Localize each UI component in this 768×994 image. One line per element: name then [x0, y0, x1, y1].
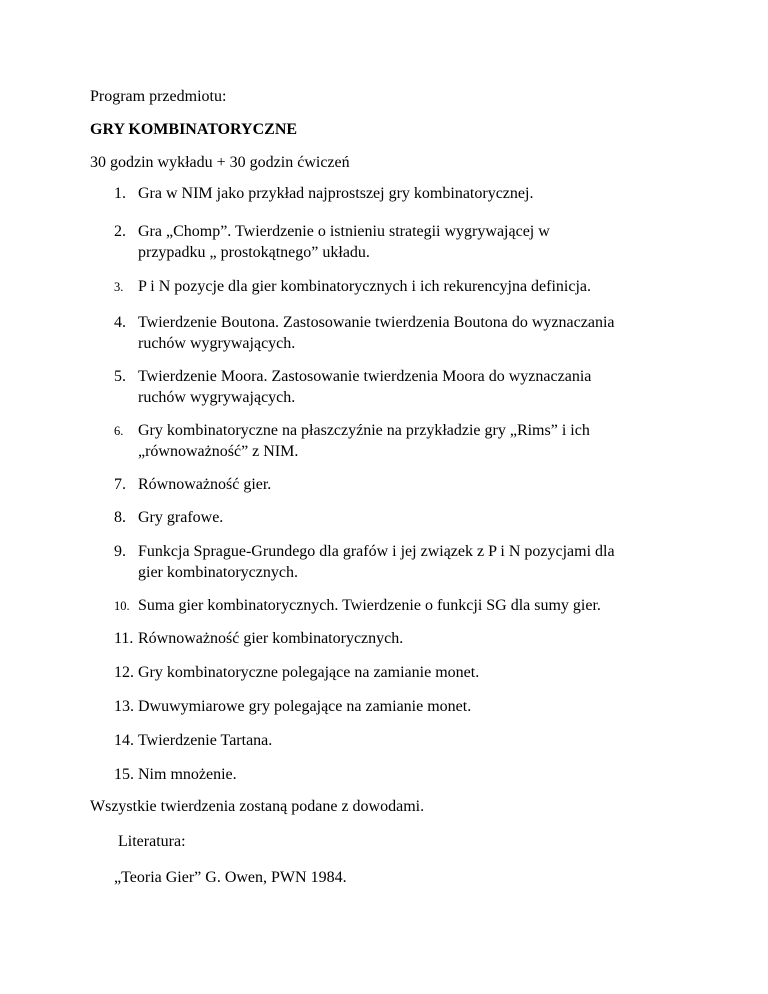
list-item-number: 13. — [114, 698, 134, 715]
list-item — [114, 221, 694, 263]
list-item-number: 8. — [114, 509, 126, 526]
list-item-number: 12. — [114, 664, 134, 681]
proofs-note: Wszystkie twierdzenia zostaną podane z dowodami. — [90, 798, 425, 815]
list-item-number: 9. — [114, 543, 126, 560]
list-item-number: 14. — [114, 732, 134, 749]
list-item — [114, 541, 694, 583]
list-item-text: P i N pozycje dla gier kombinatorycznych i ich rekurencyjna definicja. — [138, 278, 592, 295]
list-item-number: 5. — [114, 368, 126, 385]
program-label: Program przedmiotu: — [90, 88, 227, 105]
list-item — [114, 420, 694, 462]
list-item — [114, 730, 694, 751]
list-item-number: 4. — [114, 314, 126, 331]
list-item-number: 6. — [114, 424, 124, 438]
list-item — [114, 366, 694, 408]
list-item-text: Twierdzenie Boutona. Zastosowanie twierdzenia Boutona do wyznaczania ruchów wygrywających. — [138, 314, 615, 352]
list-item-text: Suma gier kombinatorycznych. Twierdzenie o funkcji SG dla sumy gier. — [138, 597, 601, 614]
list-item-text: Gra w NIM jako przykład najprostszej gry kombinatorycznej. — [138, 185, 534, 202]
list-item-number: 3. — [114, 280, 124, 294]
list-item-number: 10. — [114, 599, 130, 613]
list-item — [114, 764, 694, 785]
list-item-text: Dwuwymiarowe gry polegające na zamianie monet. — [138, 698, 472, 715]
list-item — [114, 662, 694, 683]
hours-info: 30 godzin wykładu + 30 godzin ćwiczeń — [90, 154, 350, 171]
list-item-text: Gra „Chomp”. Twierdzenie o istnieniu strategii wygrywającej w przypadku „ prostokątnego” układu. — [138, 223, 550, 261]
course-title: GRY KOMBINATORYCZNE — [90, 121, 298, 138]
list-item — [114, 507, 694, 528]
list-item — [114, 276, 694, 297]
list-item — [114, 183, 694, 204]
list-item-number: 2. — [114, 223, 126, 240]
list-item-text: Równoważność gier. — [138, 476, 272, 493]
list-item-text: Nim mnożenie. — [138, 766, 237, 783]
list-item — [114, 474, 694, 495]
list-item-text: Funkcja Sprague-Grundego dla grafów i jej związek z P i N pozycjami dla gier kombinatorycznych. — [138, 543, 615, 581]
list-item-text: Twierdzenie Tartana. — [138, 732, 273, 749]
list-item-text: Twierdzenie Moora. Zastosowanie twierdzenia Moora do wyznaczania ruchów wygrywających. — [138, 368, 592, 406]
literature-label: Literatura: — [118, 833, 186, 850]
list-item — [114, 595, 694, 616]
list-item-text: Gry kombinatoryczne polegające na zamianie monet. — [138, 664, 480, 681]
list-item-number: 1. — [114, 185, 126, 202]
literature-reference: „Teoria Gier” G. Owen, PWN 1984. — [114, 869, 347, 886]
list-item — [114, 312, 694, 354]
list-item-text: Równoważność gier kombinatorycznych. — [138, 630, 404, 647]
list-item — [114, 628, 694, 649]
list-item-number: 15. — [114, 766, 134, 783]
list-item-text: Gry grafowe. — [138, 509, 224, 526]
list-item-number: 7. — [114, 476, 126, 493]
list-item-text: Gry kombinatoryczne na płaszczyźnie na przykładzie gry „Rims” i ich „równoważność” z NIM. — [138, 422, 590, 460]
list-item — [114, 696, 694, 717]
list-item-number: 11. — [114, 630, 134, 647]
